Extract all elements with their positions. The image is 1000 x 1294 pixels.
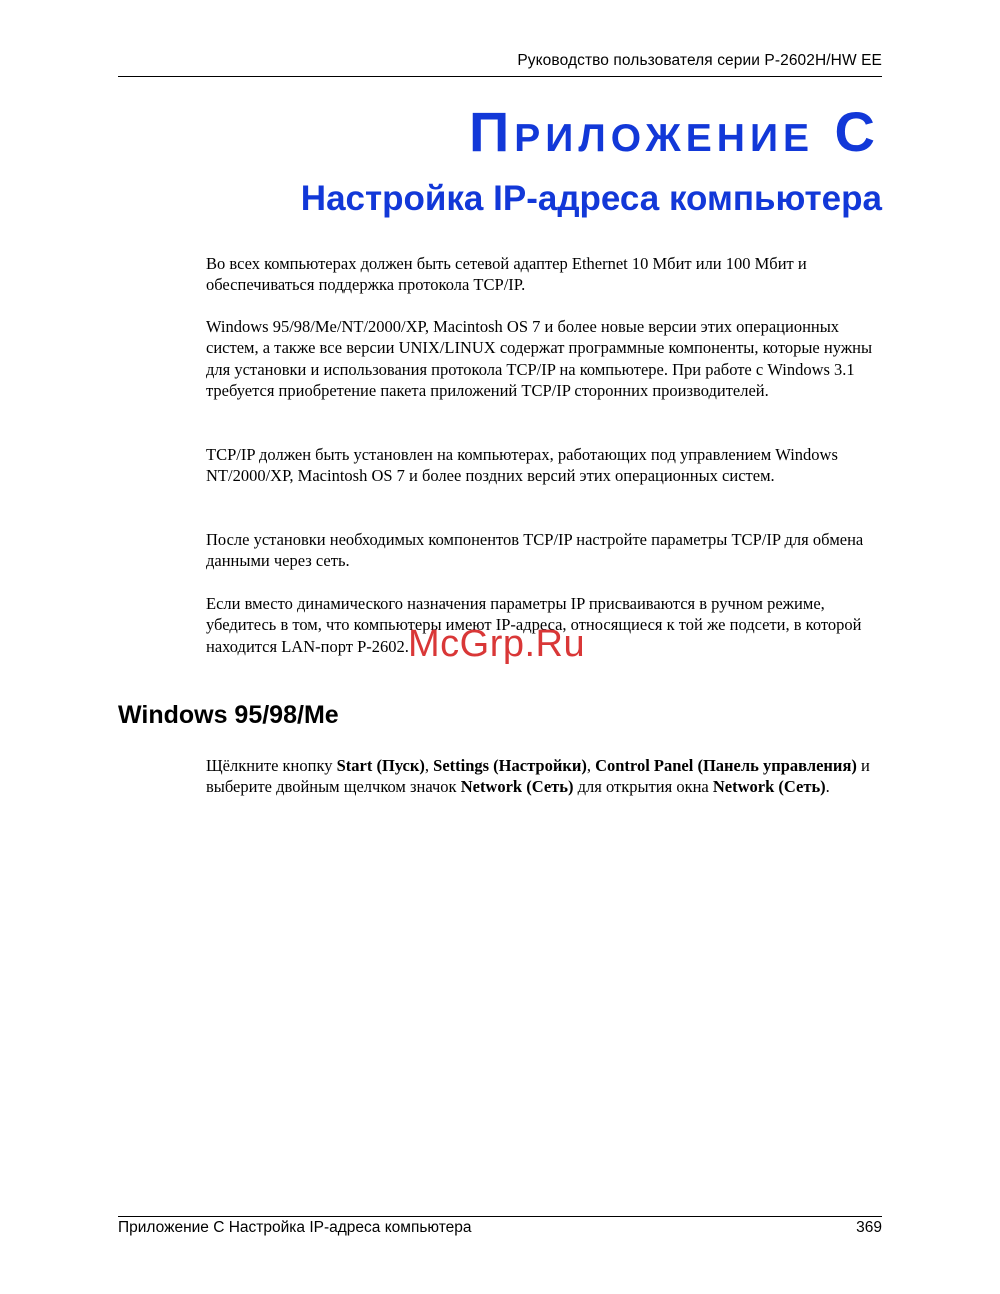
paragraph-4: После установки необходимых компонентов TCP/IP настройте параметры TCP/IP для обмена данными через сеть.	[206, 530, 864, 571]
section-heading: Windows 95/98/Me	[118, 701, 339, 729]
header-rule	[118, 76, 882, 77]
section-instruction	[206, 755, 886, 798]
instruction-text: .	[825, 777, 830, 797]
footer-title: Приложение C Настройка IP-адреса компьютера	[118, 1219, 472, 1236]
control-panel-term: Control Panel (Панель управления)	[595, 756, 857, 775]
settings-term: Settings (Настройки)	[433, 756, 587, 775]
chapter-subtitle: Настройка IP-адреса компьютера	[300, 179, 882, 218]
network-window-term: Network (Сеть)	[712, 777, 826, 797]
instruction-text: ,	[424, 756, 434, 775]
watermark: McGrp.Ru	[408, 623, 586, 665]
instruction-text: Щёлкните кнопку	[206, 756, 337, 775]
paragraph-2: Windows 95/98/Me/NT/2000/XP, Macintosh OS 7 и более новые версии этих операционных систем, а также все версии UNIX/LINUX содержат программные компоненты, которые нужны для установки и использования протокола TCP/IP на компьютере. При работе с Windows 3.1 требуется приобретение пакета приложений TCP/IP сторонних производителей.	[206, 317, 873, 401]
chapter-title: Приложение C	[469, 100, 880, 163]
network-icon-term: Network (Сеть)	[460, 777, 574, 797]
paragraph-5: Если вместо динамического назначения параметры IP присваиваются в ручном режиме, убедитесь в том, что компьютеры имеют IP-адреса, относящиеся к той же подсети, в которой находится LAN-порт P-2602.	[206, 594, 862, 656]
footer-rule	[118, 1216, 882, 1217]
paragraph-3: TCP/IP должен быть установлен на компьютерах, работающих под управлением Windows NT/2000/XP, Macintosh OS 7 и более поздних версий этих операционных систем.	[206, 445, 838, 486]
instruction-text: и выберите двойным щелчком значок	[206, 756, 870, 797]
running-header: Руководство пользователя серии P-2602H/HW EE	[517, 52, 882, 69]
paragraph-1: Во всех компьютерах должен быть сетевой адаптер Ethernet 10 Мбит или 100 Мбит и обеспечиваться поддержка протокола TCP/IP.	[206, 254, 807, 295]
instruction-text: ,	[586, 756, 596, 775]
page-number: 369	[856, 1219, 882, 1236]
instruction-text: для открытия окна	[573, 777, 713, 797]
start-menu-term: Start (Пуск)	[336, 756, 425, 775]
